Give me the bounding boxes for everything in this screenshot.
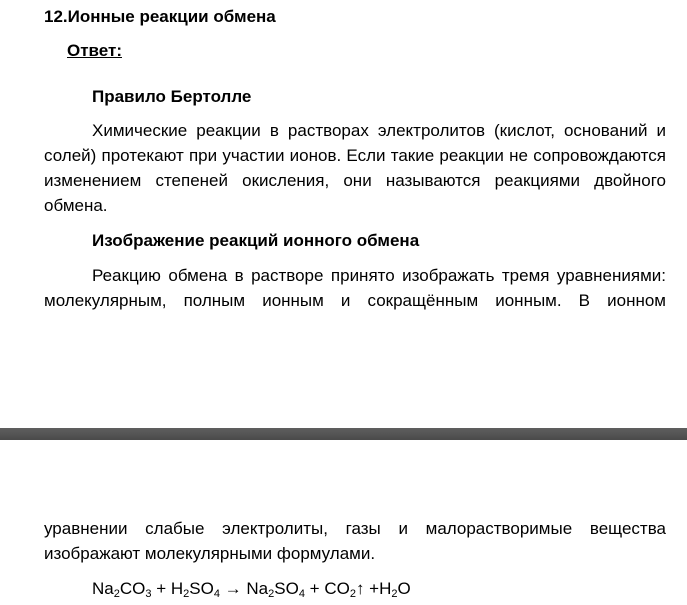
- answer-label: Ответ:: [67, 41, 122, 60]
- chemical-equation: $Na_2CO_3 + H_2SO_4 \to Na_2SO_4$ + $CO_2↑ +H_2O$: [92, 579, 411, 600]
- paragraph-line: изменением степеней окисления, они называются реакциями двойного: [44, 171, 666, 190]
- paragraph-line: Химические реакции в растворах электролитов (кислот, оснований и: [92, 121, 666, 140]
- paragraph-line: изображают молекулярными формулами.: [44, 544, 376, 563]
- paragraph-line: уравнении слабые электролиты, газы и малорастворимые вещества: [44, 519, 666, 538]
- page-bottom: [0, 440, 687, 605]
- paragraph-line: Реакцию обмена в растворе принято изображать тремя уравнениями:: [92, 266, 666, 285]
- subheading-berthollet-rule: Правило Бертолле: [92, 87, 252, 106]
- section-heading: 12.Ионные реакции обмена: [44, 7, 276, 26]
- page-break-divider: [0, 428, 687, 440]
- paragraph-line: солей) протекают при участии ионов. Если такие реакции не сопровождаются: [44, 146, 666, 165]
- paragraph-line: обмена.: [44, 196, 108, 215]
- paragraph-line: молекулярным, полным ионным и сокращённым ионным. В ионном: [44, 291, 666, 310]
- subheading-ionic-exchange: Изображение реакций ионного обмена: [92, 231, 420, 250]
